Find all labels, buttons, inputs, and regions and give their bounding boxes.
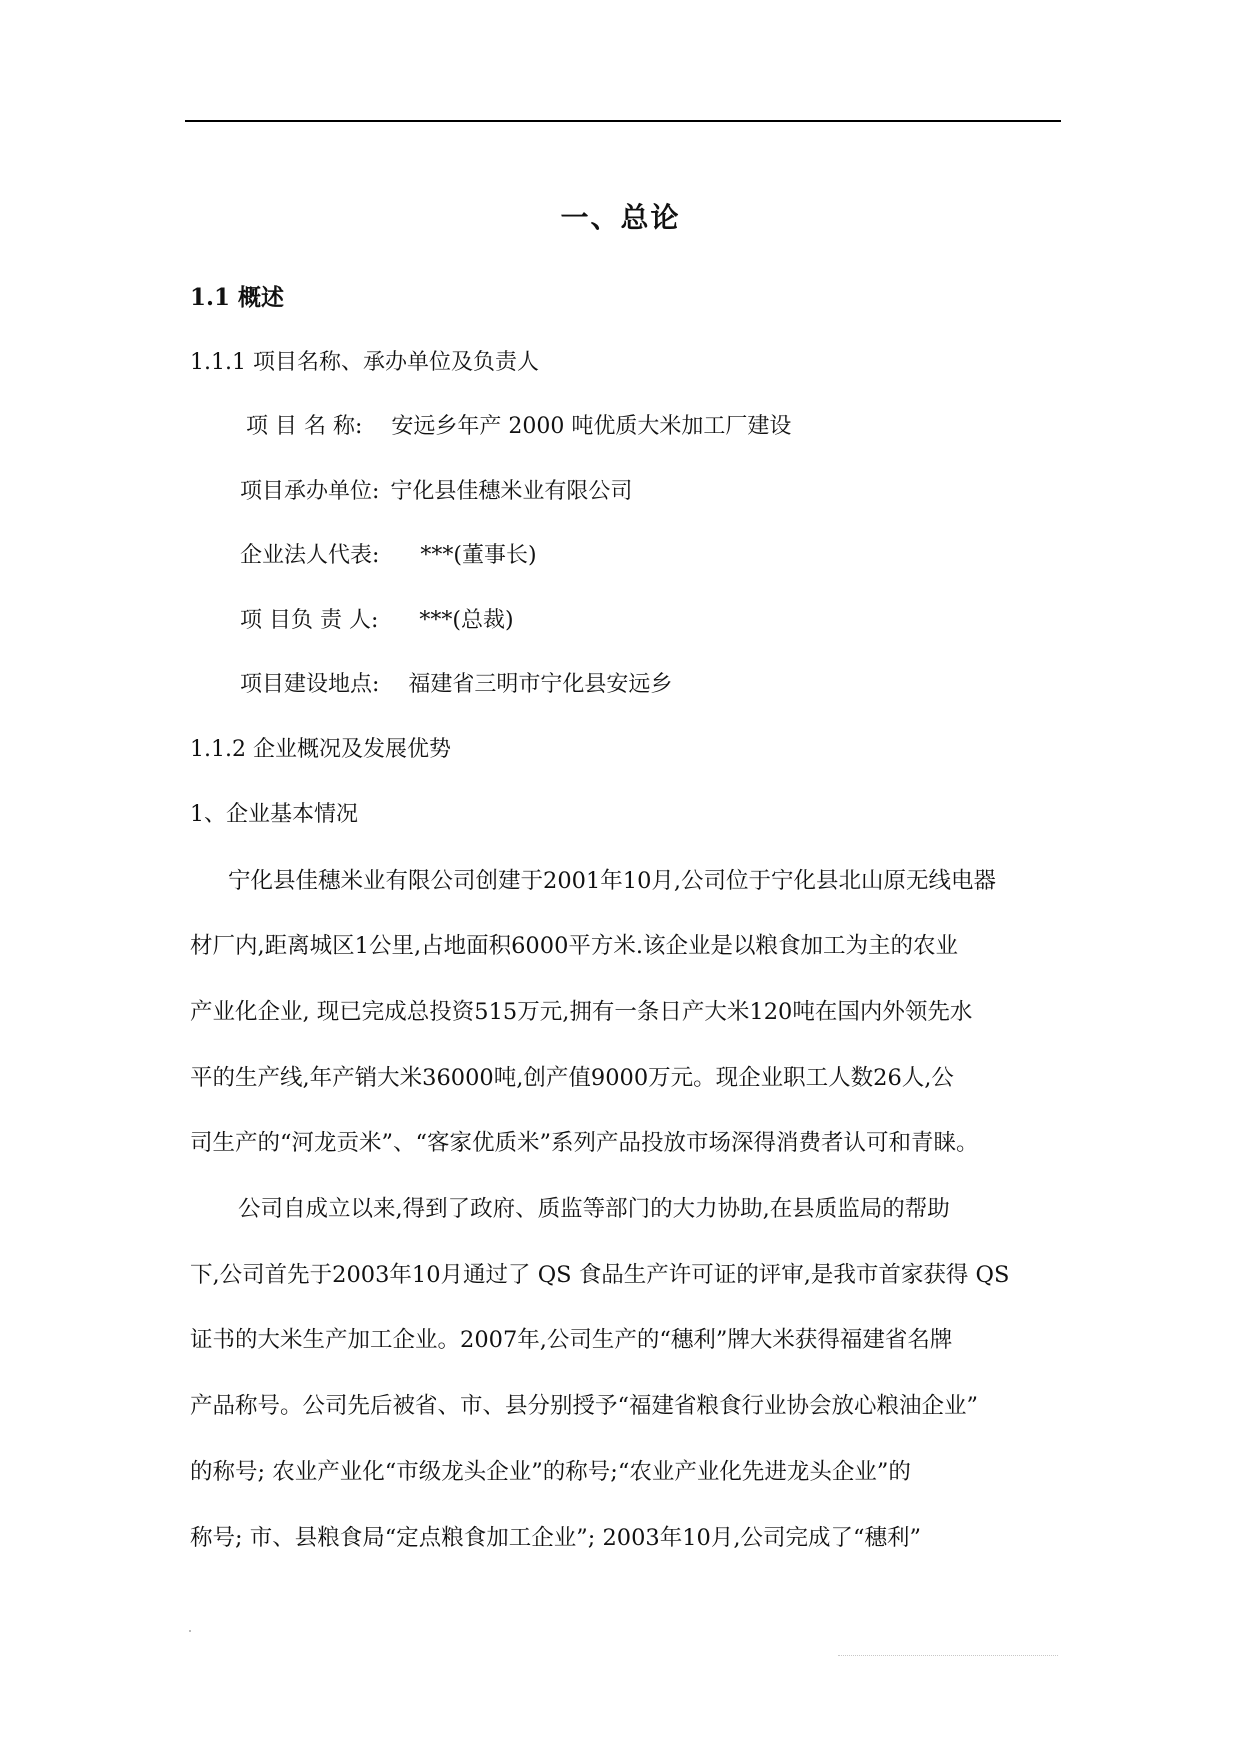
list-item-heading: 1、企业基本情况 bbox=[190, 802, 358, 827]
subsection-title-1-1-2: 1.1.2 企业概况及发展优势 bbox=[190, 737, 451, 762]
paragraph-line: 公司自成立以来,得到了政府、质监等部门的大力协助,在县质监局的帮助 bbox=[238, 1196, 950, 1222]
field-value: 宁化县佳穗米业有限公司 bbox=[390, 479, 633, 504]
paragraph-line: 司生产的“河龙贡米”、“客家优质米”系列产品投放市场深得消费者认可和青睐。 bbox=[190, 1130, 979, 1156]
field-label: 项 目 名 称: bbox=[246, 414, 363, 439]
field-label: 项 目负 责 人: bbox=[240, 608, 379, 633]
paragraph-line: 称号; 市、县粮食局“定点粮食加工企业”; 2003年10月,公司完成了“穗利” bbox=[190, 1525, 922, 1551]
footer-mark bbox=[189, 1630, 191, 1632]
field-value: ***(董事长) bbox=[420, 543, 537, 568]
field-value: 安远乡年产 2000 吨优质大米加工厂建设 bbox=[391, 414, 792, 439]
subsection-title-1-1-1: 1.1.1 项目名称、承办单位及负责人 bbox=[190, 350, 539, 375]
field-project-name bbox=[246, 412, 791, 442]
field-label: 企业法人代表: bbox=[240, 543, 380, 568]
field-value: ***(总裁) bbox=[419, 608, 514, 633]
paragraph-line: 产业化企业, 现已完成总投资515万元,拥有一条日产大米120吨在国内外领先水 bbox=[190, 999, 973, 1025]
paragraph-line: 下,公司首先于2003年10月通过了 QS 食品生产许可证的评审,是我市首家获得 QS bbox=[190, 1262, 1010, 1288]
field-project-leader bbox=[240, 606, 514, 636]
field-value: 福建省三明市宁化县安远乡 bbox=[408, 672, 673, 697]
paragraph-line: 材厂内,距离城区1公里,占地面积6000平方米.该企业是以粮食加工为主的农业 bbox=[190, 933, 959, 959]
header-rule bbox=[185, 120, 1061, 122]
field-label: 项目建设地点: bbox=[240, 672, 380, 697]
paragraph-line: 平的生产线,年产销大米36000吨,创产值9000万元。现企业职工人数26人,公 bbox=[190, 1065, 954, 1091]
chapter-title: 一、总论 bbox=[560, 201, 681, 234]
field-construction-site bbox=[240, 670, 672, 700]
section-title: 1.1 概述 bbox=[190, 284, 285, 311]
paragraph-line: 产品称号。公司先后被省、市、县分别授予“福建省粮食行业协会放心粮油企业” bbox=[190, 1393, 979, 1419]
field-undertaking-unit bbox=[240, 477, 632, 507]
paragraph-line: 的称号; 农业产业化“市级龙头企业”的称号;“农业产业化先进龙头企业”的 bbox=[190, 1459, 911, 1485]
footer-rule bbox=[838, 1655, 1058, 1656]
field-label: 项目承办单位: bbox=[240, 479, 380, 504]
paragraph-line: 宁化县佳穗米业有限公司创建于2001年10月,公司位于宁化县北山原无线电器 bbox=[228, 868, 997, 894]
paragraph-line: 证书的大米生产加工企业。2007年,公司生产的“穗利”牌大米获得福建省名牌 bbox=[190, 1327, 953, 1353]
field-legal-representative bbox=[240, 541, 537, 571]
